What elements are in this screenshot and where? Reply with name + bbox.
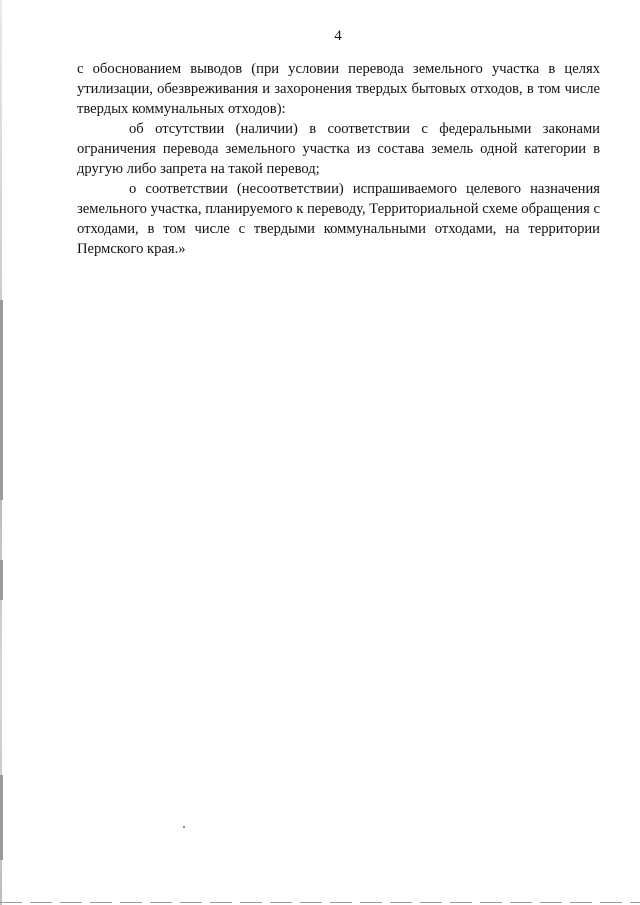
scan-artifact xyxy=(0,300,3,500)
scan-bottom-edge xyxy=(0,902,640,903)
scan-artifact xyxy=(0,560,3,600)
paragraph: с обоснованием выводов (при условии перевода земельного участка в целях утилизации, обезвреживания и захоронения твердых бытовых отходов, в том числе твердых коммунальных отходов): xyxy=(77,61,600,117)
scan-speck xyxy=(183,826,185,828)
document-body xyxy=(77,59,600,259)
paragraph: об отсутствии (наличии) в соответствии с федеральными законами ограничения перевода земельного участка из состава земель одной категории в другую либо запрета на такой перевод; xyxy=(77,121,600,177)
paragraph: о соответствии (несоответствии) испрашиваемого целевого назначения земельного участка, планируемого к переводу, Территориальной схеме обращения с отходами, в том числе с твердыми коммунальными отходами, на территории Пермского края.» xyxy=(77,181,600,257)
scan-artifact xyxy=(0,775,3,860)
page-number: 4 xyxy=(334,28,342,44)
